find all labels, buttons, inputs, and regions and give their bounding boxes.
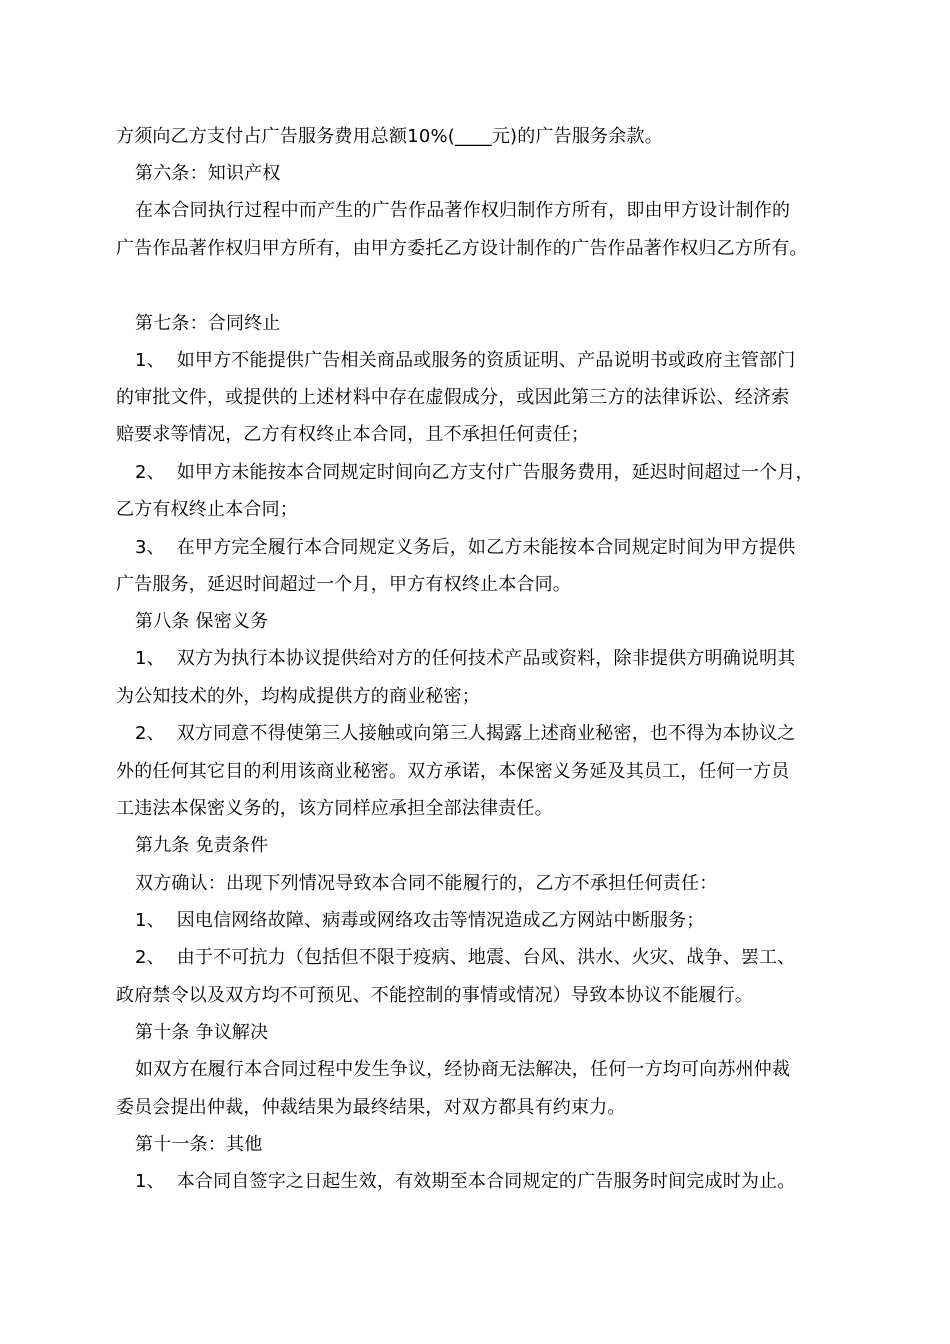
text-line: 的审批文件，或提供的上述材料中存在虚假成分，或因此第三方的法律诉讼、经济索 [116,387,790,408]
text-line: 2、 双方同意不得使第三人接触或向第三人揭露上述商业秘密，也不得为本协议之 [135,723,796,744]
text-line: 1、 本合同自签字之日起生效，有效期至本合同规定的广告服务时间完成时为止。 [135,1171,796,1192]
section-heading: 第八条 保密义务 [135,611,269,632]
section-heading: 第九条 免责条件 [135,835,269,856]
text-line: 1、 因电信网络故障、病毒或网络攻击等情况造成乙方网站中断服务； [135,910,705,931]
section-heading: 第十一条：其他 [135,1134,263,1155]
text-line: 为公知技术的外，均构成提供方的商业秘密； [116,686,480,707]
text-line: 1、 如甲方不能提供广告相关商品或服务的资质证明、产品说明书或政府主管部门 [135,350,796,371]
text-line: 广告作品著作权归甲方所有，由甲方委托乙方设计制作的广告作品著作权归乙方所有。 [116,238,808,259]
text-line: 2、 由于不可抗力（包括但不限于疫病、地震、台风、洪水、火灾、战争、罢工、 [135,947,796,968]
text-line: 政府禁令以及双方均不可预见、不能控制的事情或情况）导致本协议不能履行。 [116,985,753,1006]
text-line: 乙方有权终止本合同； [116,499,298,520]
text-line: 在本合同执行过程中而产生的广告作品著作权归制作方所有，即由甲方设计制作的 [135,200,791,221]
section-heading: 第六条：知识产权 [135,163,281,184]
text-line: 外的任何其它目的利用该商业秘密。双方承诺，本保密义务延及其员工，任何一方员 [116,761,790,782]
text-line: 赔要求等情况，乙方有权终止本合同，且不承担任何责任； [116,424,590,445]
text-line: 委员会提出仲裁，仲裁结果为最终结果，对双方都具有约束力。 [116,1097,626,1118]
text-line: 方须向乙方支付占广告服务费用总额10%(____元)的广告服务余款。 [116,126,663,147]
section-heading: 第十条 争议解决 [135,1022,269,1043]
section-heading: 第七条：合同终止 [135,313,281,334]
text-line: 2、 如甲方未能按本合同规定时间向乙方支付广告服务费用，延迟时间超过一个月， [135,462,814,483]
text-line: 工违法本保密义务的，该方同样应承担全部法律责任。 [116,798,553,819]
text-line: 如双方在履行本合同过程中发生争议，经协商无法解决，任何一方均可向苏州仲裁 [135,1059,791,1080]
text-line: 广告服务，延迟时间超过一个月，甲方有权终止本合同。 [116,574,571,595]
text-line: 双方确认：出现下列情况导致本合同不能履行的，乙方不承担任何责任： [135,873,718,894]
text-line: 3、 在甲方完全履行本合同规定义务后，如乙方未能按本合同规定时间为甲方提供 [135,537,796,558]
text-line: 1、 双方为执行本协议提供给对方的任何技术产品或资料，除非提供方明确说明其 [135,648,796,669]
